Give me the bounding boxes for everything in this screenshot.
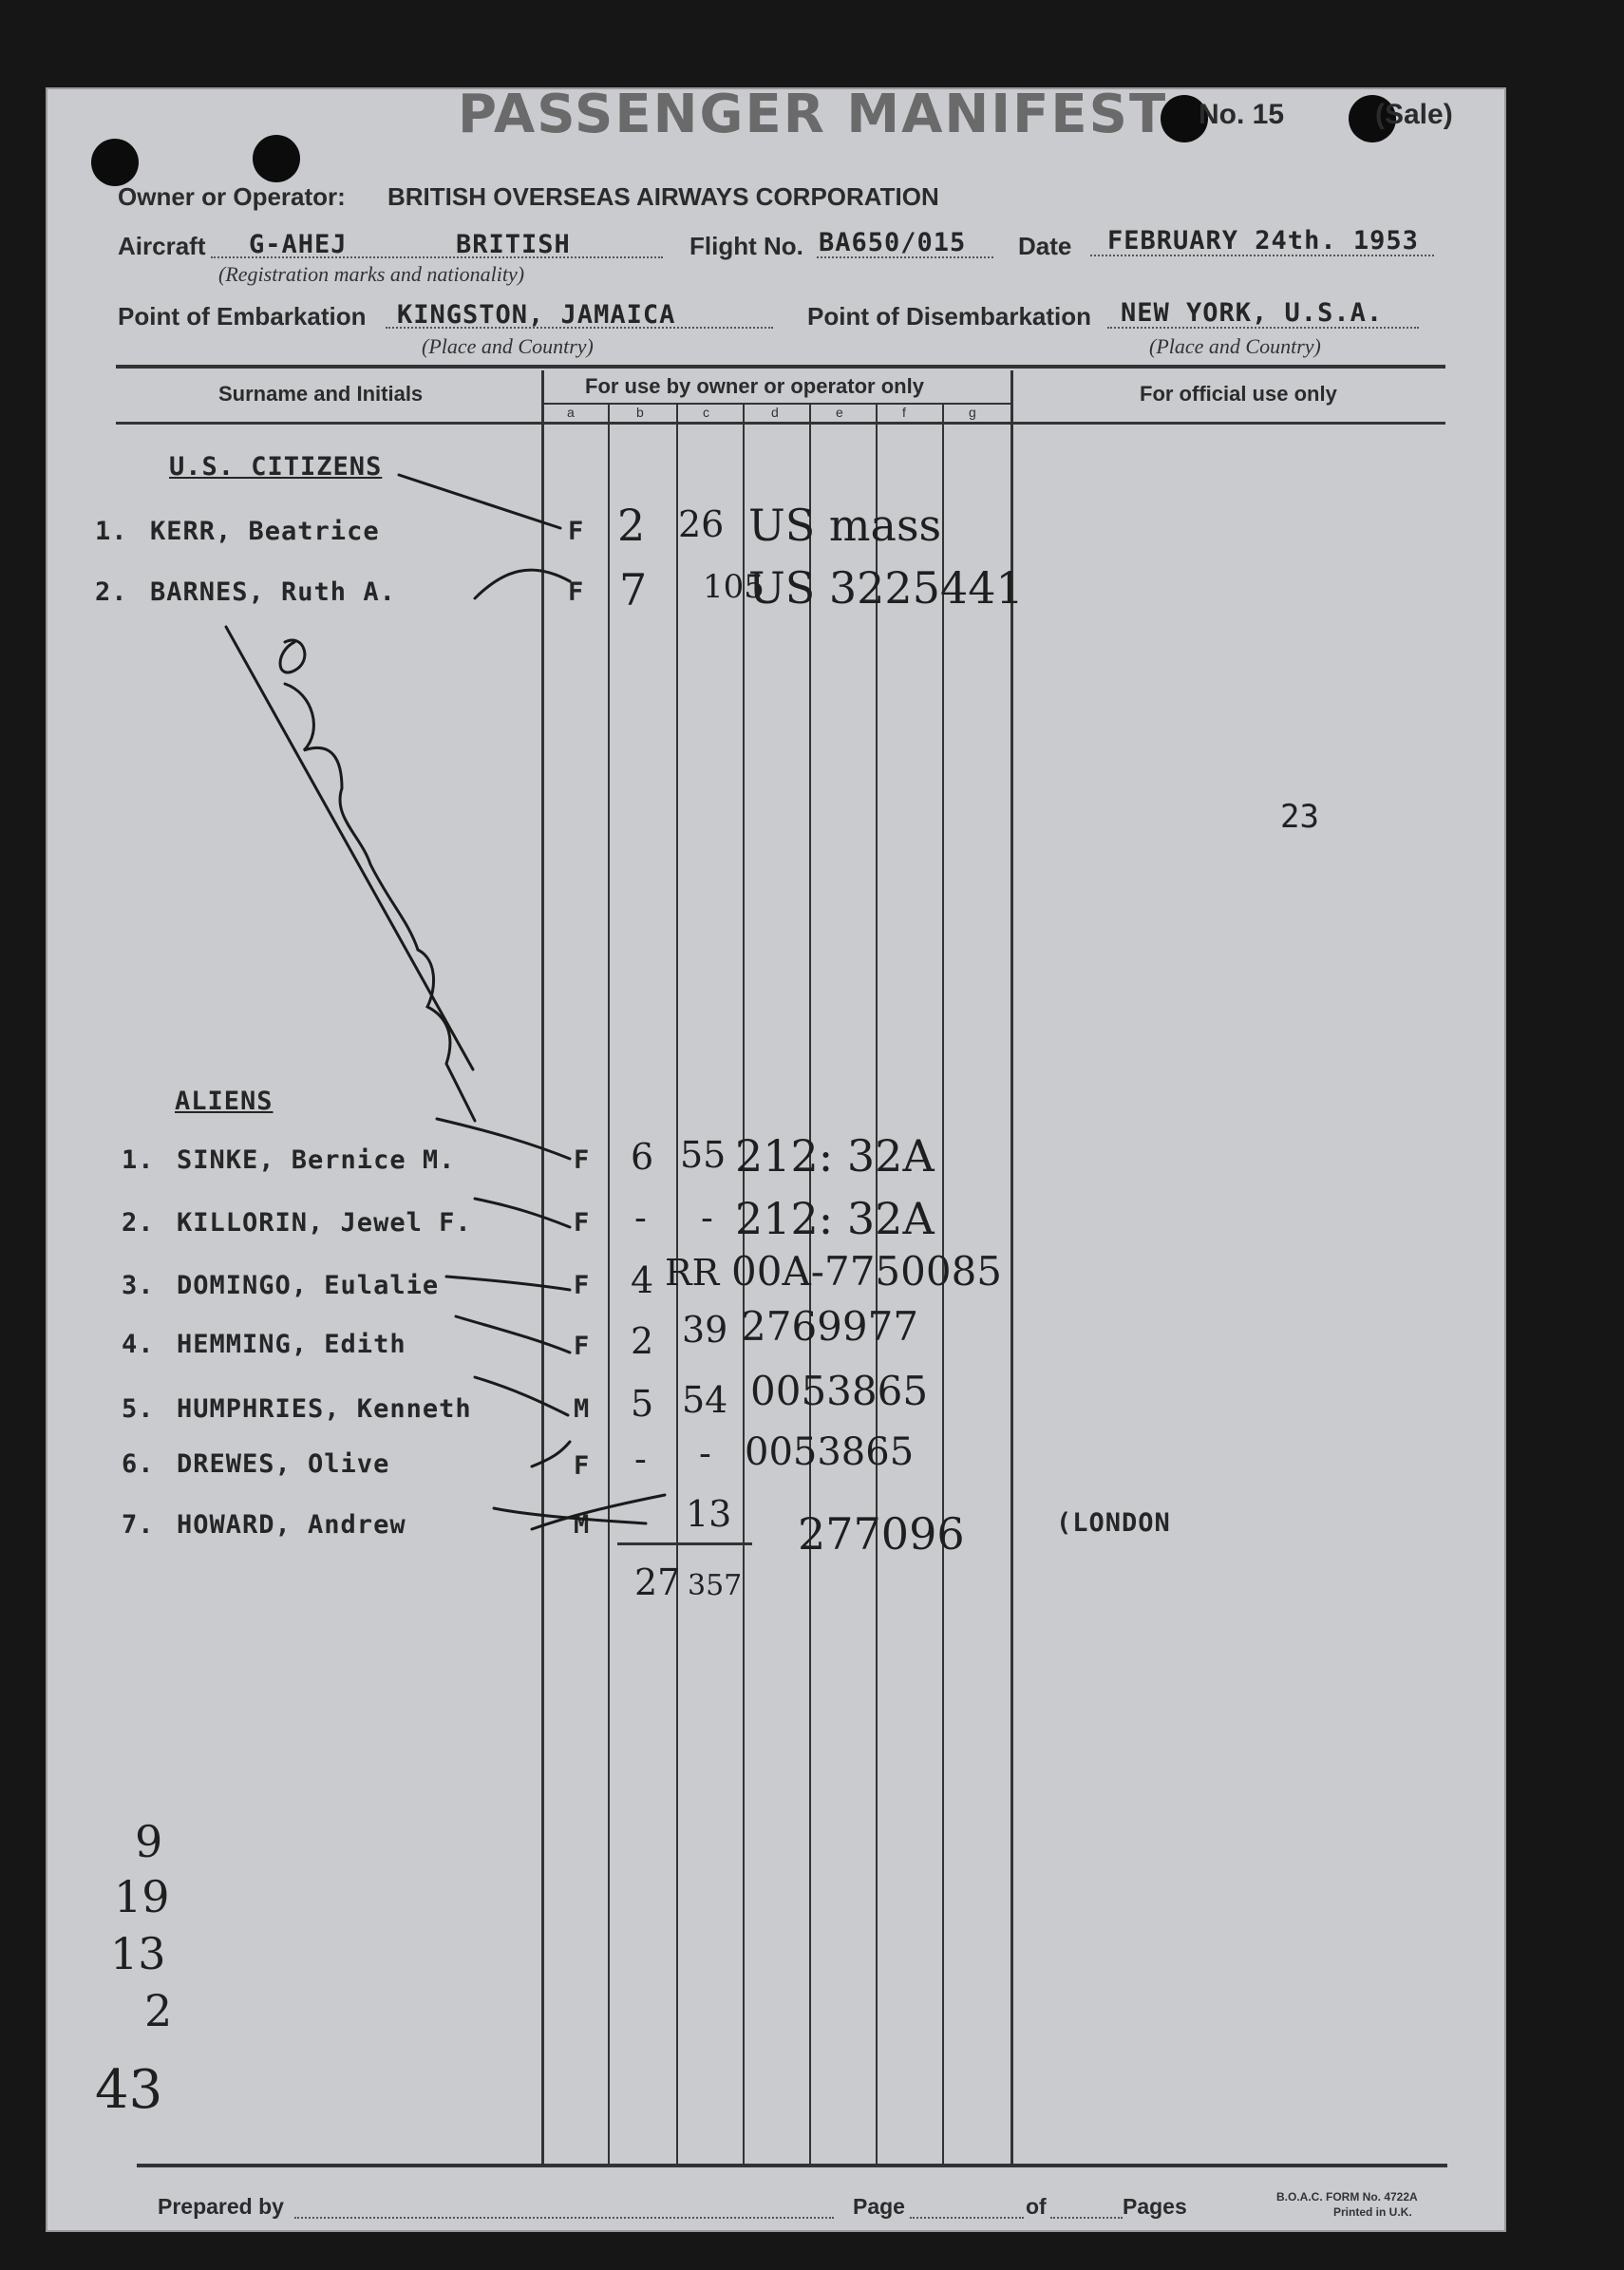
alien-row-3-b: 4 <box>631 1259 654 1301</box>
col-a-header: a <box>567 405 575 420</box>
alien-row-6-c: - <box>699 1432 711 1474</box>
alien-row-2-b: - <box>634 1197 647 1239</box>
us-row-2-b: 7 <box>619 564 648 615</box>
manifest-title: PASSENGER MANIFEST <box>458 84 1168 145</box>
alien-row-2-name: KILLORIN, Jewel F. <box>177 1208 472 1238</box>
alien-row-3-c: RR <box>665 1252 720 1294</box>
alien-row-1-num: 1. <box>122 1145 155 1175</box>
alien-row-5-b: 5 <box>631 1383 654 1425</box>
alien-row-4-c: 39 <box>682 1309 728 1351</box>
col-f-header: f <box>902 405 906 420</box>
alien-row-4-num: 4. <box>122 1330 155 1359</box>
alien-row-2-a: F <box>574 1208 591 1238</box>
surname-header: Surname and Initials <box>218 382 424 406</box>
col-b-header: b <box>636 405 644 420</box>
alien-row-5-note: 0053865 <box>750 1368 929 1414</box>
alien-row-7-name: HOWARD, Andrew <box>177 1510 406 1540</box>
tally-2: 19 <box>114 1871 170 1922</box>
alien-row-1-note: 212: 32A <box>735 1130 935 1182</box>
alien-row-1-c: 55 <box>680 1134 727 1176</box>
alien-row-7-c: 13 <box>686 1493 732 1535</box>
manifest-number: No. 15 <box>1199 99 1285 130</box>
form-number: B.O.A.C. FORM No. 4722A <box>1276 2190 1418 2204</box>
us-row-2-note: US 3225441 <box>748 562 1024 614</box>
alien-row-5-name: HUMPHRIES, Kenneth <box>177 1394 472 1424</box>
flight-label: Flight No. <box>689 232 803 260</box>
alien-row-3-num: 3. <box>122 1271 155 1300</box>
disembark-label: Point of Disembarkation <box>807 302 1092 331</box>
registration-note: (Registration marks and nationality) <box>218 262 525 286</box>
manifest-sale: (Sale) <box>1375 99 1453 130</box>
disembark-value: NEW YORK, U.S.A. <box>1121 298 1384 328</box>
us-row-1-a: F <box>568 517 585 546</box>
pen-stroke-barnes <box>475 570 570 598</box>
us-row-1-b: 2 <box>617 500 646 551</box>
alien-row-4-a: F <box>574 1332 591 1361</box>
col-e-header: e <box>836 405 843 420</box>
tally-4: 2 <box>144 1985 173 2036</box>
alien-row-5-num: 5. <box>122 1394 155 1424</box>
disembark-note: (Place and Country) <box>1149 334 1321 358</box>
alien-row-3-a: F <box>574 1271 591 1300</box>
alien-row-7-num: 7. <box>122 1510 155 1540</box>
col-g-header: g <box>969 405 976 420</box>
total-c: 357 <box>688 1569 743 1602</box>
pen-stroke-hemming <box>456 1316 570 1353</box>
alien-row-5-c: 54 <box>682 1379 728 1421</box>
date-value: FEBRUARY 24th. 1953 <box>1107 226 1419 255</box>
embark-note: (Place and Country) <box>422 334 594 358</box>
alien-row-2-num: 2. <box>122 1208 155 1238</box>
us-citizens-heading: U.S. CITIZENS <box>169 452 383 482</box>
pen-stroke-domingo <box>446 1277 570 1290</box>
alien-row-7-extra: (LONDON <box>1056 1508 1171 1538</box>
alien-row-6-b: - <box>634 1438 647 1480</box>
printed-note: Printed in U.K. <box>1333 2205 1412 2219</box>
total-b: 27 <box>634 1561 681 1603</box>
signature-line <box>226 627 473 1069</box>
owner-use-header: For use by owner or operator only <box>585 374 924 398</box>
alien-row-6-name: DREWES, Olive <box>177 1449 390 1479</box>
us-row-1-note: US mass <box>748 500 942 551</box>
signature-scrawl <box>280 640 475 1121</box>
pen-stroke-drewes <box>532 1442 570 1466</box>
us-row-2-a: F <box>568 577 585 607</box>
official-number: 23 <box>1280 798 1319 836</box>
tally-3: 13 <box>110 1928 166 1979</box>
us-row-1-num: 1. <box>95 517 128 546</box>
pen-stroke-kerr <box>399 475 560 528</box>
embark-label: Point of Embarkation <box>118 302 367 331</box>
alien-row-6-a: F <box>574 1451 591 1481</box>
alien-row-1-name: SINKE, Bernice M. <box>177 1145 456 1175</box>
us-row-1-c: 26 <box>678 503 725 545</box>
aircraft-label: Aircraft <box>118 232 206 260</box>
alien-row-5-a: M <box>574 1394 591 1424</box>
flight-value: BA650/015 <box>819 228 967 257</box>
nationality-value: BRITISH <box>456 230 571 259</box>
pen-stroke-humphries <box>475 1377 568 1415</box>
tally-total: 43 <box>95 2059 163 2121</box>
embark-value: KINGSTON, JAMAICA <box>397 300 676 330</box>
alien-row-4-name: HEMMING, Edith <box>177 1330 406 1359</box>
owner-label: Owner or Operator: <box>118 182 346 211</box>
us-row-1-name: KERR, Beatrice <box>150 517 380 546</box>
pen-strike-howard <box>494 1495 665 1529</box>
pages-label: Pages <box>1123 2194 1187 2219</box>
aliens-heading: ALIENS <box>175 1087 274 1116</box>
alien-row-6-note: 0053865 <box>745 1430 915 1474</box>
alien-row-2-note: 212: 32A <box>735 1193 935 1244</box>
prepared-by-label: Prepared by <box>158 2194 284 2219</box>
alien-row-6-num: 6. <box>122 1449 155 1479</box>
us-row-2-name: BARNES, Ruth A. <box>150 577 396 607</box>
owner-value: BRITISH OVERSEAS AIRWAYS CORPORATION <box>387 182 939 211</box>
alien-row-1-a: F <box>574 1145 591 1175</box>
of-label: of <box>1026 2194 1047 2219</box>
pen-stroke-killorin <box>475 1199 570 1227</box>
tally-1: 9 <box>135 1816 163 1867</box>
alien-row-4-note: 2769977 <box>741 1303 919 1350</box>
aircraft-value: G-AHEJ <box>249 230 348 259</box>
alien-row-3-note: 00A-7750085 <box>731 1248 1003 1295</box>
alien-row-7-note: 277096 <box>798 1508 965 1560</box>
col-d-header: d <box>771 405 779 420</box>
alien-row-1-b: 6 <box>631 1136 654 1178</box>
alien-row-7-a: M <box>574 1510 591 1540</box>
date-label: Date <box>1018 232 1072 260</box>
alien-row-3-name: DOMINGO, Eulalie <box>177 1271 440 1300</box>
col-c-header: c <box>703 405 709 420</box>
pen-stroke-sinke <box>437 1119 570 1159</box>
us-row-2-c: 105 <box>703 568 765 606</box>
page-label: Page <box>853 2194 905 2219</box>
official-use-header: For official use only <box>1140 382 1337 406</box>
us-row-2-num: 2. <box>95 577 128 607</box>
alien-row-2-c: - <box>701 1197 713 1239</box>
alien-row-4-b: 2 <box>631 1320 654 1362</box>
